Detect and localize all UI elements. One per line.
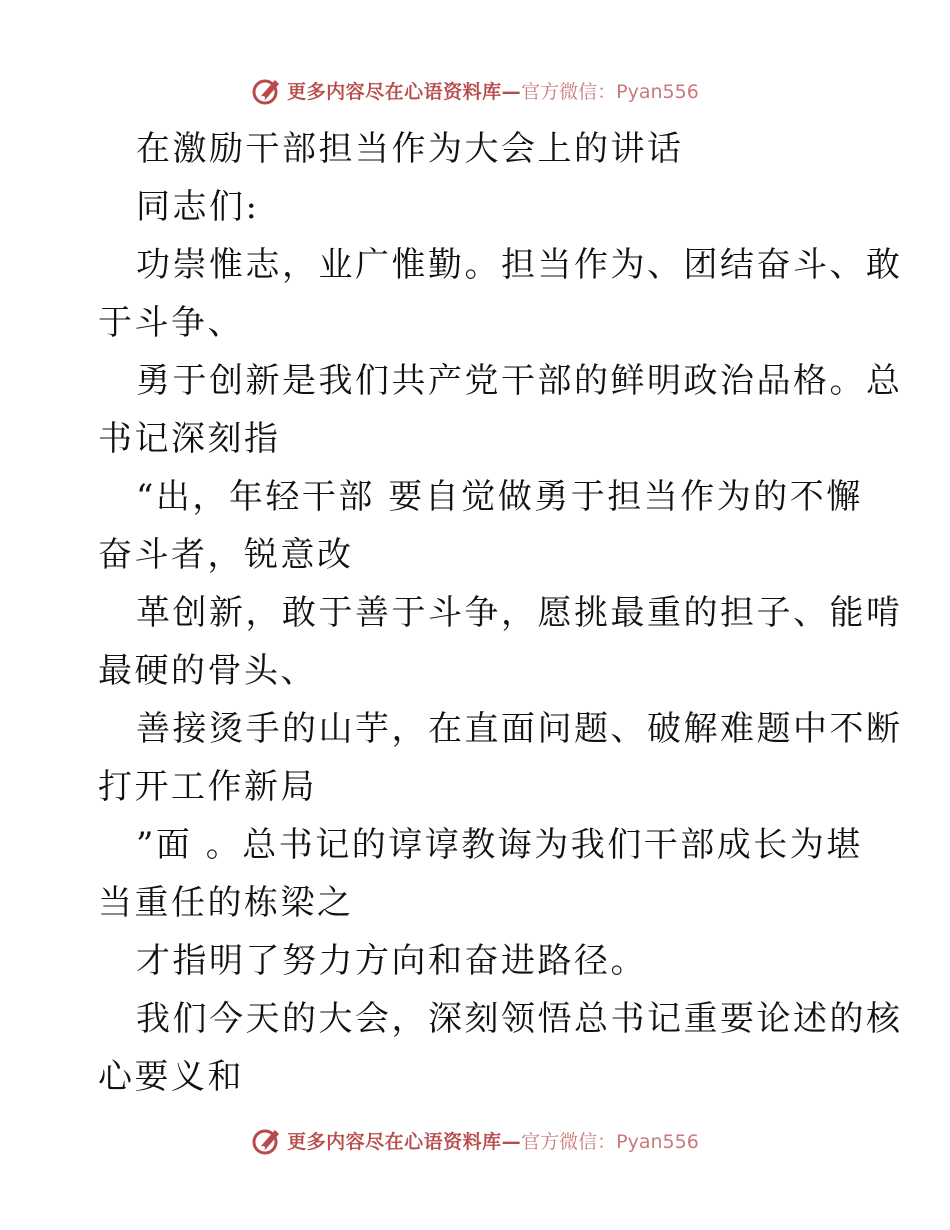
paragraph-line: 心要义和 bbox=[98, 1057, 244, 1097]
banner-text: 更多内容尽在心语资料库— bbox=[287, 80, 522, 103]
banner-text: 更多内容尽在心语资料库— bbox=[287, 1130, 522, 1153]
banner-wechat: 官方微信：Pyan556 bbox=[521, 80, 699, 103]
salutation: 同志们: bbox=[136, 187, 260, 227]
paragraph-line: 勇于创新是我们共产党干部的鲜明政治品格。总 bbox=[136, 361, 903, 401]
paragraph-line: 当重任的栋梁之 bbox=[98, 883, 354, 923]
paragraph-line: ”面 。总书记的谆谆教诲为我们干部成长为堪 bbox=[136, 825, 863, 865]
paragraph-line: 最硬的骨头、 bbox=[98, 651, 317, 691]
banner-wechat: 官方微信：Pyan556 bbox=[521, 1130, 699, 1153]
paragraph-line: 功崇惟志，业广惟勤。担当作为、团结奋斗、敢 bbox=[136, 245, 903, 285]
paragraph-line: 才指明了努力方向和奋进路径。 bbox=[136, 941, 647, 981]
paragraph-line: 书记深刻指 bbox=[98, 419, 281, 459]
paragraph-line: 奋斗者，锐意改 bbox=[98, 535, 354, 575]
paragraph-line: 我们今天的大会，深刻领悟总书记重要论述的核 bbox=[136, 999, 903, 1039]
paragraph-line: 于斗争、 bbox=[98, 303, 244, 343]
paragraph-line: “出，年轻干部 要自觉做勇于担当作为的不懈 bbox=[136, 477, 863, 517]
document-body bbox=[98, 120, 903, 1106]
paragraph-line: 打开工作新局 bbox=[98, 767, 317, 807]
header-banner bbox=[0, 70, 950, 110]
paragraph-line: 革创新，敢于善于斗争，愿挑最重的担子、能啃 bbox=[136, 593, 903, 633]
pen-logo-icon bbox=[251, 1124, 283, 1156]
paragraph-line: 善接烫手的山芋，在直面问题、破解难题中不断 bbox=[136, 709, 903, 749]
pen-logo-icon bbox=[251, 74, 283, 106]
footer-banner bbox=[0, 1120, 950, 1160]
document-title: 在激励干部担当作为大会上的讲话 bbox=[136, 129, 684, 169]
